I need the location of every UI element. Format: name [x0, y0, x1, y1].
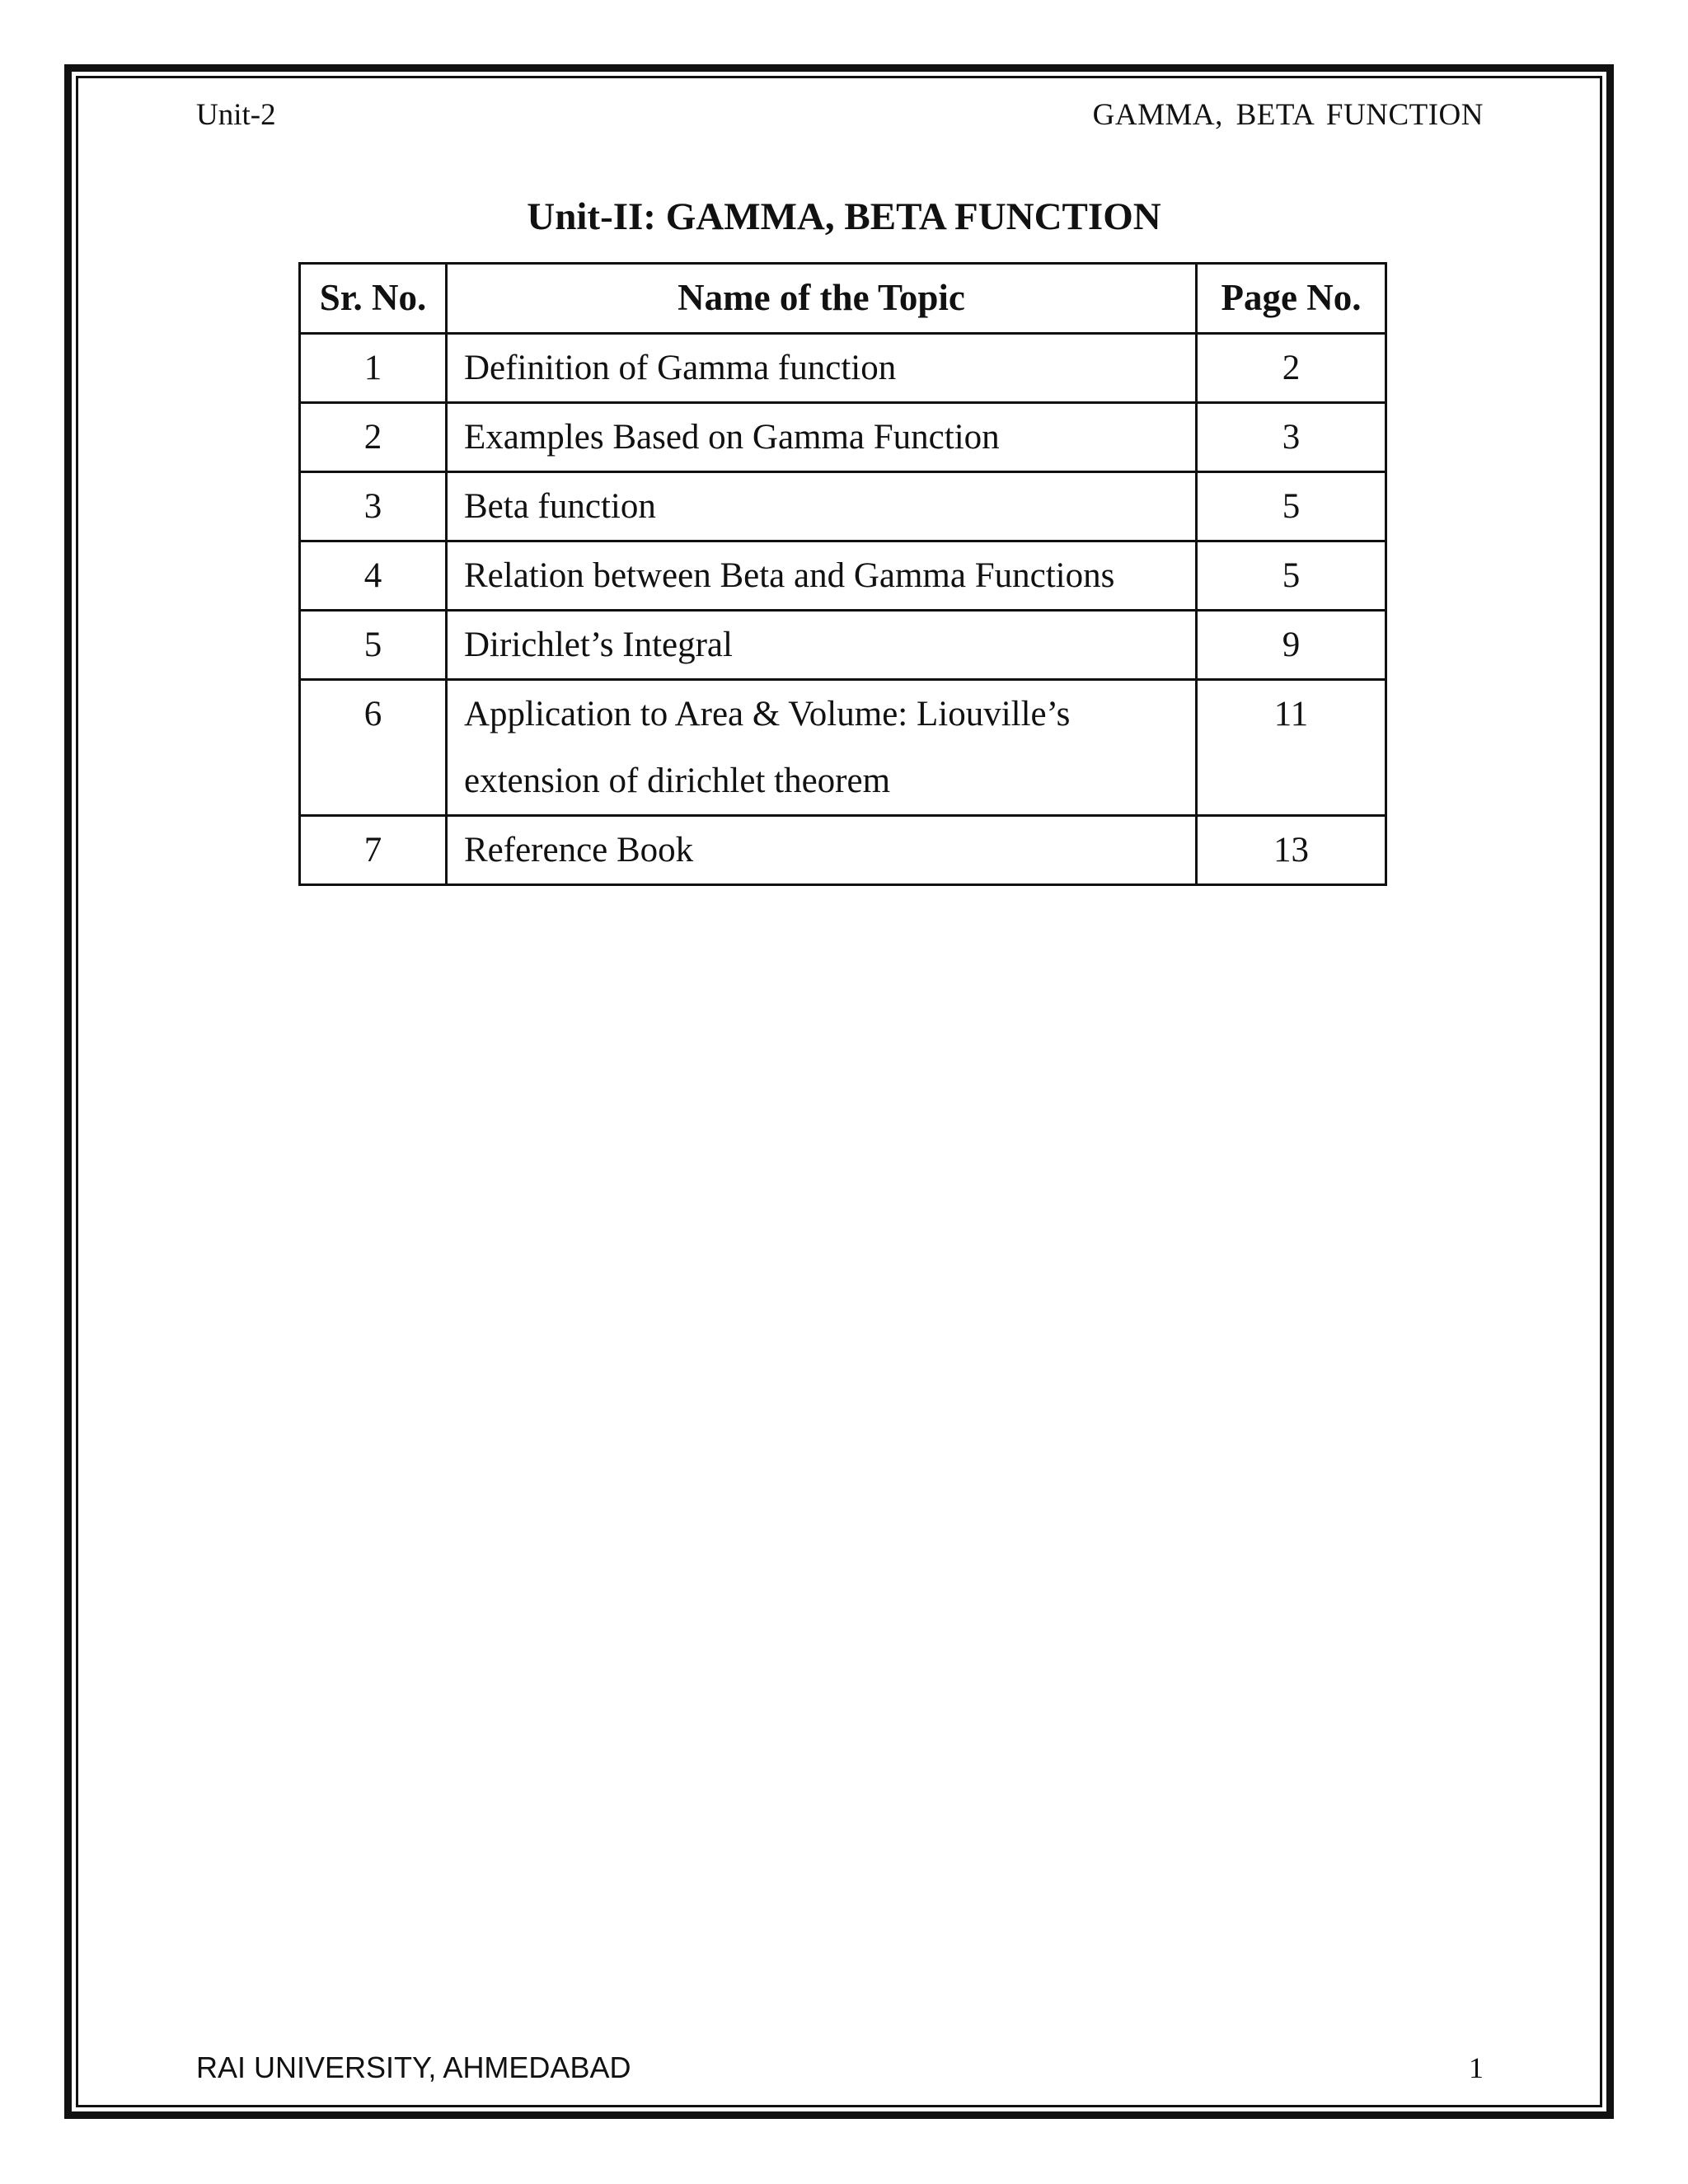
header-subject-label: GAMMA, BETA FUNCTION: [1092, 98, 1484, 132]
footer-page-number: 1: [1469, 2051, 1484, 2084]
table-header-row: [300, 264, 1386, 334]
page-title: Unit-II: GAMMA, BETA FUNCTION: [527, 195, 1161, 238]
row-topic: Definition of Gamma function: [447, 334, 1197, 403]
row-topic: Beta function: [447, 472, 1197, 541]
row-page-no: 3: [1197, 403, 1386, 472]
row-sr-no: 3: [300, 472, 447, 541]
column-header-topic: Name of the Topic: [447, 264, 1197, 334]
table-row: [300, 334, 1386, 403]
row-sr-no: 4: [300, 541, 447, 611]
row-topic: Examples Based on Gamma Function: [447, 403, 1197, 472]
table-row: [300, 541, 1386, 611]
row-topic: Relation between Beta and Gamma Functions: [447, 541, 1197, 611]
row-topic: Reference Book: [447, 816, 1197, 885]
row-sr-no: 7: [300, 816, 447, 885]
column-header-page-no: Page No.: [1197, 264, 1386, 334]
row-sr-no: 1: [300, 334, 447, 403]
contents-table: [298, 262, 1387, 886]
row-topic: Dirichlet’s Integral: [447, 611, 1197, 680]
row-page-no: 5: [1197, 541, 1386, 611]
row-sr-no: 5: [300, 611, 447, 680]
row-page-no: 2: [1197, 334, 1386, 403]
column-header-sr-no: Sr. No.: [300, 264, 447, 334]
table-row: [300, 403, 1386, 472]
table-row: [300, 816, 1386, 885]
footer-university: RAI UNIVERSITY, AHMEDABAD: [196, 2050, 631, 2084]
table-row: [300, 611, 1386, 680]
row-page-no: 13: [1197, 816, 1386, 885]
row-page-no: 9: [1197, 611, 1386, 680]
row-sr-no: 2: [300, 403, 447, 472]
table-row: [300, 472, 1386, 541]
header-unit-label: Unit-2: [196, 98, 276, 132]
row-topic: Application to Area & Volume: Liouville’s extension of dirichlet theorem: [447, 680, 1197, 816]
row-sr-no: 6: [300, 680, 447, 816]
row-page-no: 5: [1197, 472, 1386, 541]
row-page-no: 11: [1197, 680, 1386, 816]
table-row: [300, 680, 1386, 816]
